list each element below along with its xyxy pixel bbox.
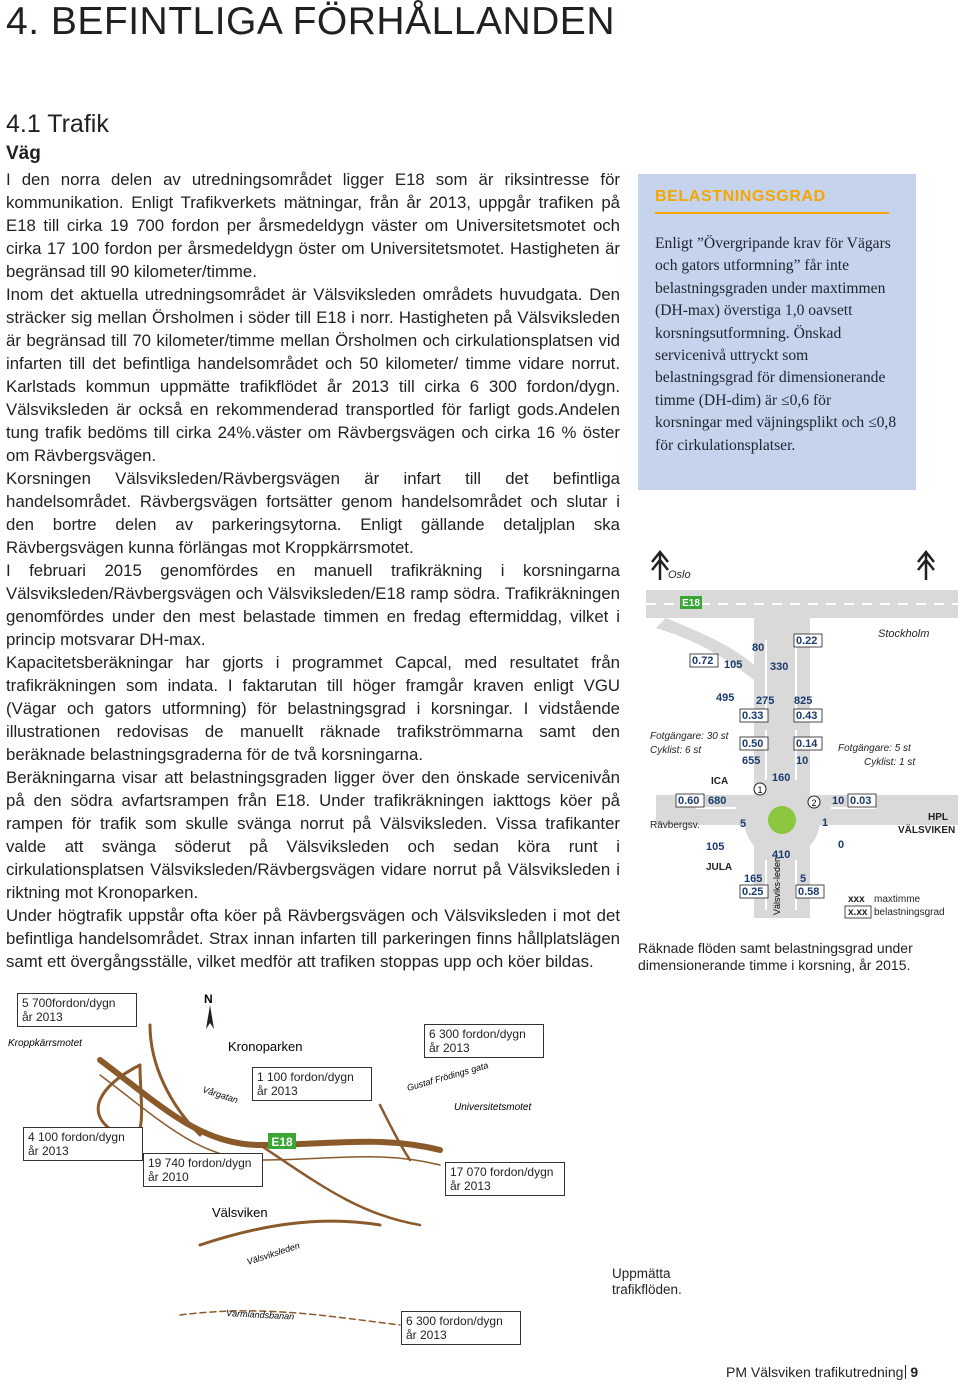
flow-value: 680 xyxy=(708,795,727,807)
body-text xyxy=(6,168,620,973)
place-label: Universitetsmotet xyxy=(454,1102,532,1113)
flow-value: 495 xyxy=(716,692,735,704)
flow-box: 6 300 fordon/dygn år 2013 xyxy=(401,1311,521,1345)
paragraph: Under högtrafik uppstår ofta köer på Rävbergsvägen och Välsviksleden i mot det befintliga handelsområdet. Strax innan infarten till parkeringen finns hållplatslägen samt ett övergångsställe, vilket medför att trafiken stoppas upp och köer bildas. xyxy=(6,906,620,971)
junction-number: 1 xyxy=(757,785,763,795)
paragraph: Inom det aktuella utredningsområdet är Välsviksleden områdets huvudgata. Den sträcker sig mellan Örsholmen i söder till E18 i norr. Hastigheten på Välsviksleden är begränsad till 70 kilometer/timme mellan Örsholmen och cirkulationsplatsen vid infarten till det befintliga handelsområdet och 50 kilometer/ timme vidare norrut. Karlstads kommun uppmätte trafikflödet år 2013 till cirka 6 300 fordon/dygn. Välsviksleden är också en rekommenderad transportled för farligt gods.Andelen tung trafik bedöms till cirka 24%.väster om Rävbergsvägen och cirka 16 % öster om Rävbergsvägen. xyxy=(6,285,620,465)
flow-value: 165 xyxy=(744,873,763,885)
road-label: Värmlandsbanan xyxy=(225,1308,295,1322)
north-arrow-icon xyxy=(652,552,668,580)
svg-text:N: N xyxy=(204,992,213,1006)
subsection-heading: Väg xyxy=(6,143,41,164)
place-label: Välsviken xyxy=(212,1205,268,1220)
degree-value: 0.33 xyxy=(742,710,764,722)
roundabout-island xyxy=(768,806,796,834)
paragraph: Beräkningarna visar att belastningsgraden ligger över den önskade servicenivån på den södra avfartsrampen från E18. Under trafikräkningen iakttogs köer på rampen för trafik som skulle svänga norrut på Välsviksleden. Vissa trafikanter valde att svänga söderut på Välsviksleden och sedan köra runt i cirkulationsplatsen Välsviksleden/Rävbergsvägen vidare norrut på Välsviksleden i riktning mot Kronoparken. xyxy=(6,768,620,902)
degree-value: 0.03 xyxy=(850,795,872,807)
flow-box: 5 700fordon/dygn år 2013 xyxy=(17,993,137,1027)
page-footer xyxy=(726,1364,918,1380)
fact-box-title: BELASTNINGSGRAD xyxy=(655,188,826,205)
count-label: Cyklist: 1 st xyxy=(864,757,916,768)
legend-label: maxtimme xyxy=(874,894,921,905)
map-caption: Uppmätta trafikflöden. xyxy=(612,1266,682,1297)
svg-text:E18: E18 xyxy=(271,1135,293,1149)
page-heading: 4. BEFINTLIGA FÖRHÅLLANDEN xyxy=(6,0,615,43)
count-label: Fotgängare: 5 st xyxy=(838,743,911,754)
degree-value: 0.58 xyxy=(798,886,820,898)
degree-value: 0.14 xyxy=(796,738,818,750)
flow-value: 105 xyxy=(706,841,725,853)
junction-caption: Räknade flöden samt belastningsgrad under dimensionerande timme i korsning, år 2015. xyxy=(638,940,913,973)
flow-value: 10 xyxy=(796,755,809,767)
north-arrow-icon xyxy=(206,1005,214,1029)
flow-value: 10 xyxy=(832,795,845,807)
place-label: Stockholm xyxy=(878,628,930,640)
footer-title: PM Välsviken trafikutredning xyxy=(726,1364,904,1380)
road-label: Välsviks-leden xyxy=(772,856,782,915)
flow-value: 655 xyxy=(742,755,761,767)
flow-value: 0 xyxy=(838,839,845,851)
junction-number: 2 xyxy=(811,798,817,808)
place-label: Kronoparken xyxy=(228,1039,303,1054)
road-label: Välsviksleden xyxy=(245,1240,301,1267)
count-label: Fotgängare: 30 st xyxy=(650,731,729,742)
junction-diagram xyxy=(636,540,960,920)
page-number: 9 xyxy=(910,1364,919,1380)
north-arrow-icon xyxy=(918,552,934,580)
flow-value: 160 xyxy=(772,772,791,784)
place-label: Oslo xyxy=(668,569,691,581)
road-label: Vårgatan xyxy=(201,1084,240,1106)
degree-value: 0.72 xyxy=(692,655,714,667)
flow-value: 330 xyxy=(770,661,789,673)
place-label: Rävbergsv. xyxy=(650,820,700,831)
flow-box: 19 740 fordon/dygn år 2010 xyxy=(143,1153,263,1187)
degree-value: 0.43 xyxy=(796,710,818,722)
flow-value: 1 xyxy=(822,817,829,829)
count-label: Cyklist: 6 st xyxy=(650,745,702,756)
paragraph: I den norra delen av utredningsområdet ligger E18 som är riksintresse för kommunikation. Enligt Trafikverkets mätningar, från år 2013, uppgår trafiken på E18 till cirka 19 700 fordon per årsmedeldygn väster om Universitetsmotet och cirka 17 100 fordon per årsmedeldygn öster om Universitetsmotet. Hastigheten är begränsad till 90 kilometer/timme. xyxy=(6,170,620,281)
paragraph: Korsningen Välsviksleden/Rävbergsvägen är infart till det befintliga handelsområdet. Rävbergsvägen fortsätter genom handelsområdet och slutar i den bortre delen av parkeringsytorna. Enligt gällande detaljplan ska Rävbergsvägen kunna förlängas mot Kroppkärrsmotet. xyxy=(6,469,620,557)
paragraph: I februari 2015 genomfördes en manuell trafikräkning i korsningarna Välsviksleden/Rävbergsvägen och Välsviksleden/E18 ramp södra. Trafikräkningen genomfördes under den mest belastade timmen en fredag eftermiddag, vilket i princip motsvarar DH-max. xyxy=(6,561,620,649)
fact-box-rule xyxy=(655,212,889,214)
place-label: Kroppkärrsmotet xyxy=(8,1038,82,1049)
flow-box: 4 100 fordon/dygn år 2013 xyxy=(23,1127,143,1161)
road-label: Gustaf Frödings gata xyxy=(405,1060,490,1093)
flow-box: 17 070 fordon/dygn år 2013 xyxy=(445,1162,565,1196)
flow-value: 5 xyxy=(800,873,807,885)
place-label: JULA xyxy=(706,862,733,873)
place-label: ICA xyxy=(711,776,729,787)
flow-value: 825 xyxy=(794,695,813,707)
flow-value: 5 xyxy=(740,818,747,830)
legend-key: x.xx xyxy=(848,907,868,918)
paragraph: Kapacitetsberäkningar har gjorts i programmet Capcal, med resultatet från trafikräkningen som indata. I faktarutan till höger framgår kraven enligt VGU (Vägar och gators utformning) för belastningsgrad i korsningar. I vidstående illustrationen redovisas de manuellt räknade trafikströmmarna samt den beräknade belastningsgraderna för de två korsningarna. xyxy=(6,653,620,764)
place-label: HPL xyxy=(928,812,948,823)
flow-box: 6 300 fordon/dygn år 2013 xyxy=(424,1024,544,1058)
flow-value: 410 xyxy=(772,849,791,861)
flow-value: 80 xyxy=(752,642,765,654)
svg-text:E18: E18 xyxy=(682,598,700,609)
flow-value: 105 xyxy=(724,659,743,671)
degree-value: 0.25 xyxy=(742,886,764,898)
fact-box-text: Enligt ”Övergripande krav för Vägars och gators utformning” får inte belastningsgraden under maxtimmen (DH-max) överstiga 1,0 oavsett korsningsutformning. Önskad servicenivå uttryckt som belastningsgrad för dimensionerande timme (DH-dim) är ≤0,6 för korsningar med väjningsplikt och ≤0,8 för cirkulationsplatser. xyxy=(655,235,897,454)
degree-value: 0.60 xyxy=(678,795,700,807)
degree-value: 0.50 xyxy=(742,738,764,750)
section-heading: 4.1 Trafik xyxy=(6,110,109,138)
flow-box: 1 100 fordon/dygn år 2013 xyxy=(252,1067,372,1101)
degree-value: 0.22 xyxy=(796,635,818,647)
legend-key: xxx xyxy=(848,894,865,905)
flow-value: 275 xyxy=(756,695,775,707)
place-label: VÄLSVIKEN xyxy=(898,825,956,836)
legend-label: belastningsgrad xyxy=(874,907,945,918)
